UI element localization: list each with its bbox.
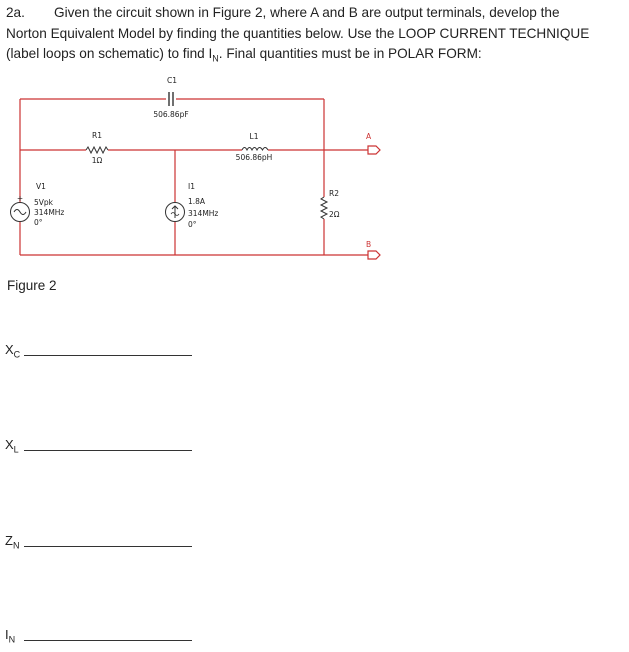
circuit-schematic (0, 72, 629, 272)
answer-in-blank[interactable] (24, 640, 192, 641)
r2-label: R2 (329, 189, 339, 198)
circuit-wires (20, 99, 368, 255)
voltage-source-v1 (11, 182, 65, 227)
answer-xl-label: X (5, 437, 14, 452)
problem-line-3: (label loops on schematic) to find I (6, 46, 213, 61)
answer-xl-sub: L (13, 444, 19, 455)
answer-in-label: I (5, 627, 9, 642)
current-source-i1 (166, 182, 219, 229)
answer-xc-blank[interactable] (24, 355, 192, 356)
answer-zn-sub: N (12, 540, 20, 551)
v1-plus-sign: + (16, 194, 24, 203)
i1-phase: 0° (188, 220, 197, 229)
problem-line-3-sub: N (212, 53, 219, 64)
answer-xl (5, 437, 19, 455)
answer-xl-blank[interactable] (24, 450, 192, 451)
i1-amplitude: 1.8A (188, 197, 206, 206)
c1-label: C1 (166, 76, 178, 85)
terminal-b-label: B (366, 240, 372, 249)
v1-frequency: 314MHz (34, 208, 65, 217)
i1-label: I1 (188, 182, 195, 191)
terminal-a (366, 132, 380, 154)
r1-label: R1 (92, 131, 102, 140)
resistor-r1 (86, 131, 108, 165)
terminal-b (366, 240, 380, 259)
l1-label: L1 (249, 132, 259, 141)
problem-line-2: Norton Equivalent Model by finding the quantities below. Use the LOOP CURRENT TECHNIQUE (6, 25, 590, 41)
v1-phase: 0° (34, 218, 43, 227)
answer-xc-label: X (5, 342, 14, 357)
v1-amplitude: 5Vpk (34, 198, 54, 207)
c1-value: 506.86pF (153, 110, 189, 119)
r2-value: 2Ω (329, 210, 340, 219)
answer-zn-label: Z (5, 533, 13, 548)
problem-line-1: Given the circuit shown in Figure 2, where A and B are output terminals, develop the (54, 5, 560, 20)
problem-number: 2a. (6, 5, 25, 20)
capacitor-c1 (153, 76, 188, 119)
answer-xc-sub: C (13, 349, 21, 360)
answer-in (5, 627, 15, 645)
terminal-a-label: A (366, 132, 372, 141)
l1-value: 506.86pH (235, 153, 273, 162)
answer-zn (5, 533, 19, 551)
problem-statement (6, 3, 628, 69)
answer-xc (5, 342, 20, 360)
v1-label: V1 (36, 182, 46, 191)
inductor-l1 (236, 132, 273, 162)
i1-frequency: 314MHz (188, 209, 219, 218)
figure-label: Figure 2 (7, 278, 57, 293)
answer-zn-blank[interactable] (24, 546, 192, 547)
r1-value: 1Ω (91, 156, 103, 165)
answer-in-sub: N (8, 634, 16, 645)
problem-line-3-end: . Final quantities must be in POLAR FORM: (218, 46, 482, 61)
